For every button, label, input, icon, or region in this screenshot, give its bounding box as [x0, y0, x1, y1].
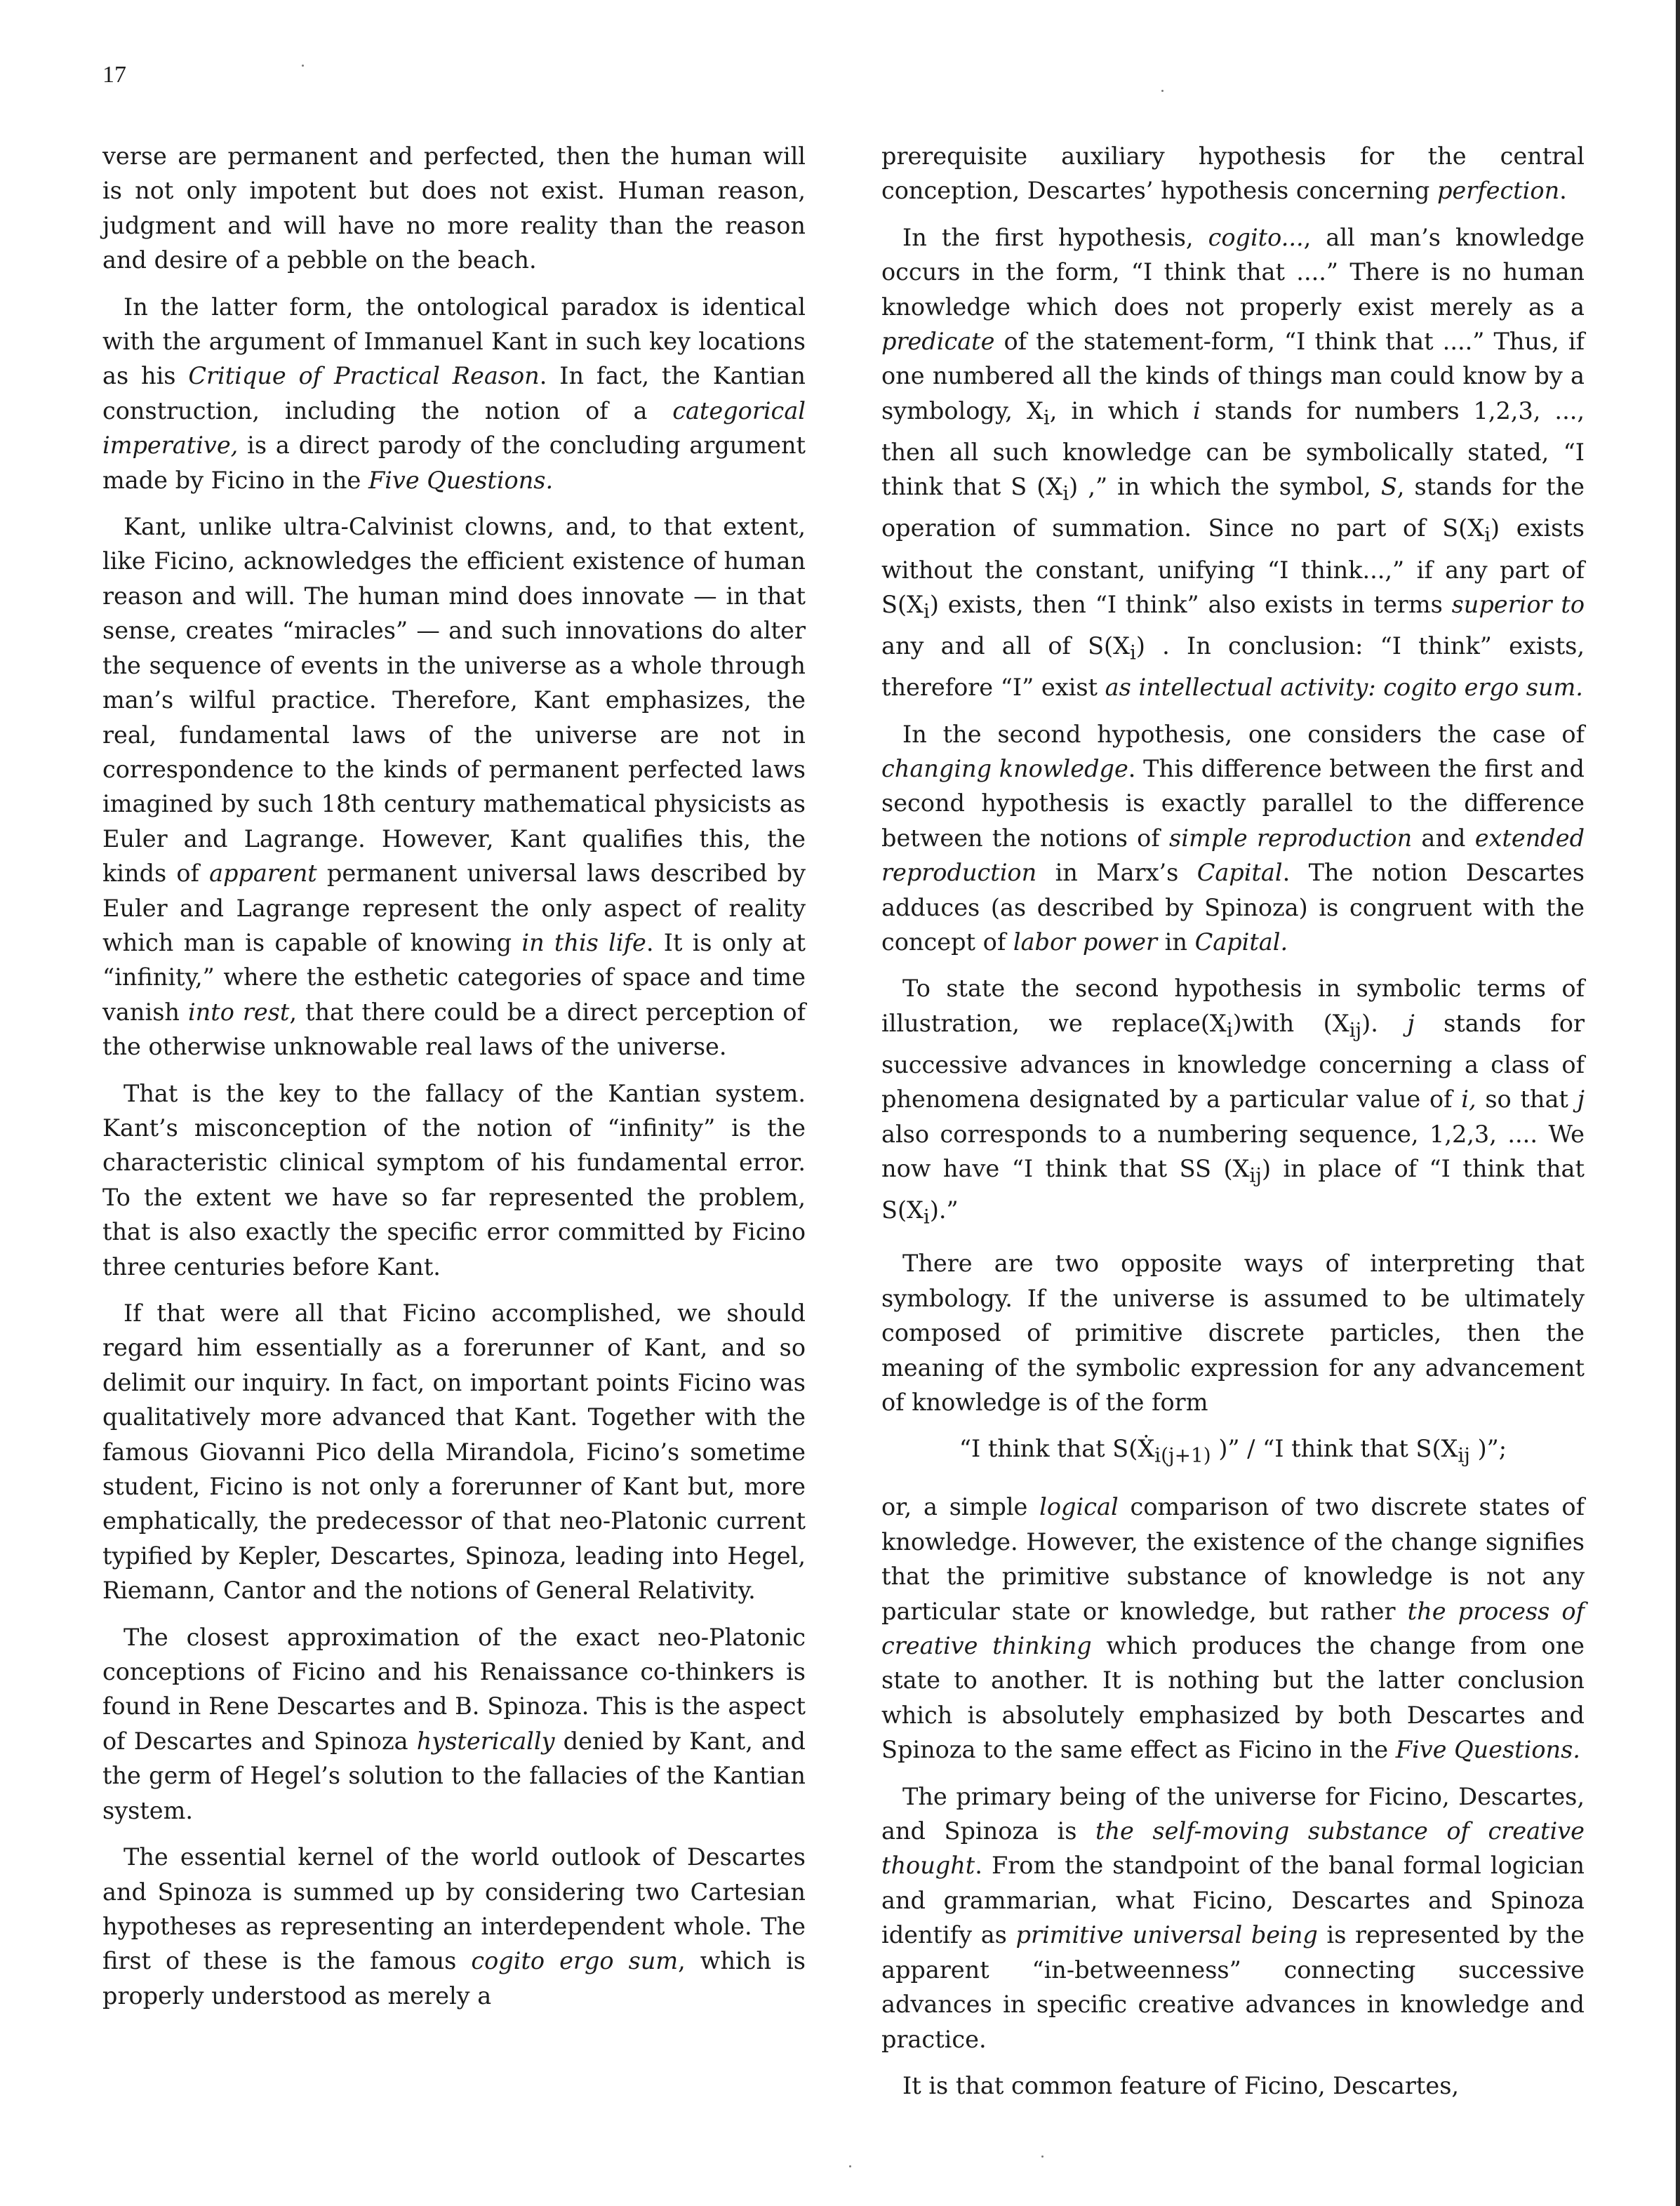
- text-run: stands for successive advances in knowledge concerning a class of phenomena designated by a particular value of: [881, 1009, 1585, 1114]
- paragraph: [881, 971, 1585, 1234]
- scan-speck: [1161, 90, 1164, 92]
- text-run: in: [1156, 928, 1195, 956]
- italic-text: extended reproduction: [881, 824, 1585, 887]
- text-run: In the latter form, the ontological paradox is identical with the argument of Immanuel Kant in such key locations as his: [102, 293, 806, 390]
- subscript: ij: [1349, 1018, 1362, 1042]
- text-run: verse are permanent and perfected, then the human will is not only impotent but does not exist. Human reason, judgment and will have no more reality than the reason and desire of a pebble on the beach.: [102, 142, 806, 274]
- text-run: In the second hypothesis, one considers the case of: [902, 720, 1585, 748]
- italic-text: hysterically: [416, 1727, 555, 1755]
- subscript: i: [1484, 523, 1491, 547]
- text-run: and: [1412, 824, 1475, 852]
- paragraph: [881, 1490, 1585, 1767]
- text-run: , in which: [1049, 396, 1193, 425]
- italic-text: perfection: [1436, 177, 1560, 205]
- paragraph: [102, 509, 806, 1064]
- italic-text: categorical imperative,: [102, 396, 806, 460]
- text-run: . It is only at “infinity,” where the esthetic categories of space and time vanish: [102, 928, 806, 1026]
- paragraph: [102, 139, 806, 278]
- italic-text: i: [1193, 396, 1201, 425]
- text-run: , that there could be a direct perception of the otherwise unknowable real laws of the universe.: [102, 998, 806, 1061]
- text-run: The primary being of the universe for Ficino, Descartes, and Spinoza is: [881, 1782, 1585, 1845]
- formula: [881, 1431, 1585, 1473]
- italic-text: into rest: [187, 998, 290, 1026]
- italic-text: apparent: [209, 860, 317, 888]
- italic-text: changing knowledge: [881, 754, 1128, 782]
- text-run: ) ,” in which the symbol,: [1069, 473, 1381, 501]
- left-column: [102, 139, 806, 2025]
- text-run: There are two opposite ways of interpreting that symbology. If the universe is assumed to be ultimately composed of primitive discrete particles, then the meaning of the symbolic expression for any advancement of knowledge is of the form: [881, 1250, 1585, 1416]
- italic-text: cogito ergo sum: [471, 1947, 679, 1975]
- paragraph: [102, 1076, 806, 1284]
- paragraph: [102, 1840, 806, 2013]
- text-run: To state the second hypothesis in symbolic terms of illustration, we replace(X: [881, 975, 1585, 1037]
- subscript: i: [923, 1205, 930, 1229]
- text-run: comparison of two discrete states of knowledge. However, the existence of the change signifies that the primitive substance of knowledge is not any particular state or knowledge, but rather: [881, 1493, 1585, 1625]
- paragraph: [881, 717, 1585, 960]
- text-run: . This difference between the first and second hypothesis is exactly parallel to the difference between the notions of: [881, 754, 1585, 852]
- text-run: Kant, unlike ultra-Calvinist clowns, and, to that extent, like Ficino, acknowledges the efficient existence of human reason and will. The human mind does innovate — in that sense, creates “miracles” — and such innovations do alter the sequence of events in the universe as a whole through man’s wilful practice. Therefore, Kant emphasizes, the real, fundamental laws of the universe are not in correspondence to the kinds of permanent perfected laws imagined by such 18th century mathematical physicists as Euler and Lagrange. However, Kant qualifies this, the kinds of: [102, 513, 806, 888]
- text-run: is represented by the apparent “in-betweenness” connecting successive advances in specific creative advances in knowledge and practice.: [881, 1921, 1585, 2053]
- italic-text: j: [1407, 1009, 1415, 1037]
- text-run: , stands for the operation of summation. Since no part of S(X: [881, 473, 1585, 542]
- paragraph: [881, 1779, 1585, 2057]
- text-run: prerequisite auxiliary hypothesis for the central conception, Descartes’ hypothesis concerning: [881, 142, 1585, 205]
- italic-text: superior to: [1451, 590, 1585, 618]
- italic-text: simple reproduction: [1169, 824, 1413, 852]
- italic-text: in this life: [521, 928, 646, 956]
- text-run: ) exists, then “I think” also exists in terms: [929, 590, 1452, 618]
- text-run: )” / “I think that S(X: [1211, 1435, 1458, 1463]
- italic-text: predicate: [881, 328, 995, 356]
- text-run: .: [1559, 177, 1567, 205]
- italic-text: as intellectual activity: cogito ergo sum.: [1105, 674, 1583, 702]
- subscript: ij: [1458, 1444, 1470, 1467]
- paragraph: [881, 139, 1585, 208]
- subscript: i: [1043, 406, 1050, 429]
- text-run: )”;: [1469, 1435, 1507, 1463]
- text-run: . In fact, the Kantian construction, including the notion of a: [102, 362, 806, 425]
- text-run: which produces the change from one state to another. It is nothing but the latter conclusion which is absolutely emphasized by both Descartes and Spinoza to the same effect as Ficino in the: [881, 1632, 1585, 1764]
- subscript: i: [1062, 482, 1069, 506]
- italic-text: S: [1380, 473, 1397, 501]
- text-run: . From the standpoint of the banal formal logician and grammarian, what Ficino, Descartes and Spinoza identify as: [881, 1852, 1585, 1949]
- scan-speck: [1041, 2155, 1044, 2158]
- text-run: in Marx’s: [1036, 859, 1197, 887]
- paragraph: [881, 1246, 1585, 1419]
- scan-edge-bar: [1676, 0, 1680, 2206]
- text-run: permanent universal laws described by Euler and Lagrange represent the only aspect of reality which man is capable of knowing: [102, 860, 806, 956]
- italic-text: the process of creative thinking: [881, 1597, 1585, 1660]
- text-run: so that: [1476, 1085, 1578, 1114]
- text-run: denied by Kant, and the germ of Hegel’s solution to the fallacies of the Kantian system.: [102, 1727, 806, 1824]
- text-run: also corresponds to a numbering sequence, 1,2,3, .... We now have “I think that SS (X: [881, 1120, 1585, 1183]
- italic-text: i,: [1461, 1085, 1476, 1114]
- text-run: of the statement-form, “I think that ....” Thus, if one numbered all the kinds of things man could know by a symbology, X: [881, 328, 1585, 425]
- text-run: or, a simple: [881, 1493, 1040, 1521]
- page-number: 17: [102, 62, 126, 88]
- italic-text: Capital.: [1194, 928, 1288, 956]
- scan-speck: [849, 2165, 851, 2167]
- italic-text: the self-moving substance of creative thought: [881, 1817, 1585, 1880]
- paragraph: [102, 1296, 806, 1608]
- scan-speck: [302, 65, 304, 67]
- italic-text: Five Questions.: [368, 466, 554, 494]
- text-run: is a direct parody of the concluding argument made by Ficino in the: [102, 432, 806, 494]
- italic-text: Capital: [1196, 859, 1283, 887]
- italic-text: logical: [1039, 1493, 1119, 1521]
- text-run: ) exists without the constant, unifying “I think...,” if any part of S(X: [881, 514, 1585, 618]
- italic-text: Critique of Practical Reason: [188, 362, 540, 390]
- italic-text: primitive universal being: [1015, 1921, 1318, 1949]
- text-run: The essential kernel of the world outlook of Descartes and Spinoza is summed up by considering two Cartesian hypotheses as representing an interdependent whole. The first of these is the famous: [102, 1843, 806, 1975]
- text-run: ).”: [929, 1196, 959, 1224]
- text-run: . The notion Descartes adduces (as described by Spinoza) is congruent with the concept of: [881, 859, 1585, 956]
- text-run: , all man’s knowledge occurs in the form, “I think that ....” There is no human knowledge which does not properly exist merely as a: [881, 223, 1585, 321]
- italic-text: j: [1577, 1085, 1585, 1114]
- subscript: ij: [1249, 1163, 1262, 1187]
- paragraph: [881, 2068, 1585, 2103]
- text-run: That is the key to the fallacy of the Kantian system. Kant’s misconception of the notion of “infinity” is the characteristic clinical symptom of his fundamental error. To the extent we have so far represented the problem, that is also exactly the specific error committed by Ficino three centuries before Kant.: [102, 1079, 806, 1281]
- text-run: stands for numbers 1,2,3, ..., then all such knowledge can be symbolically stated, “I think that S (X: [881, 396, 1585, 501]
- text-run: ) in place of “I think that S(X: [881, 1155, 1585, 1224]
- paragraph: [102, 1620, 806, 1828]
- subscript: i: [923, 599, 930, 623]
- text-run: The closest approximation of the exact neo-Platonic conceptions of Ficino and his Renaissance co-thinkers is found in Rene Descartes and B. Spinoza. This is the aspect of Descartes and Spinoza: [102, 1623, 806, 1755]
- subscript: i: [1129, 641, 1136, 664]
- italic-text: cogito...: [1208, 223, 1304, 251]
- paragraph: [102, 290, 806, 497]
- text-run: It is that common feature of Ficino, Descartes,: [902, 2071, 1460, 2099]
- text-run: ) . In conclusion: “I think” exists, therefore “I” exist: [881, 632, 1585, 702]
- text-run: ).: [1361, 1009, 1408, 1037]
- subscript: i: [1226, 1018, 1233, 1042]
- text-run: )with (X: [1232, 1009, 1349, 1037]
- right-column: [881, 139, 1585, 2115]
- text-run: If that were all that Ficino accomplished, we should regard him essentially as a forerunner of Kant, and so delimit our inquiry. In fact, on important points Ficino was qualitatively more advanced that Kant. Together with the famous Giovanni Pico della Mirandola, Ficino’s sometime student, Ficino is not only a forerunner of Kant but, more emphatically, the predecessor of that neo-Platonic current typified by Kepler, Descartes, Spinoza, leading into Hegel, Riemann, Cantor and the notions of General Relativity.: [102, 1299, 806, 1605]
- text-run: “I think that S(Ẋ: [959, 1435, 1155, 1463]
- text-run: any and all of S(X: [881, 632, 1130, 660]
- italic-text: labor power: [1013, 928, 1157, 956]
- subscript: i(j+1): [1154, 1444, 1211, 1467]
- paragraph: [881, 220, 1585, 705]
- text-run: In the first hypothesis,: [902, 223, 1208, 251]
- italic-text: Five Questions.: [1395, 1736, 1580, 1764]
- text-run: , which is properly understood as merely a: [102, 1947, 806, 2010]
